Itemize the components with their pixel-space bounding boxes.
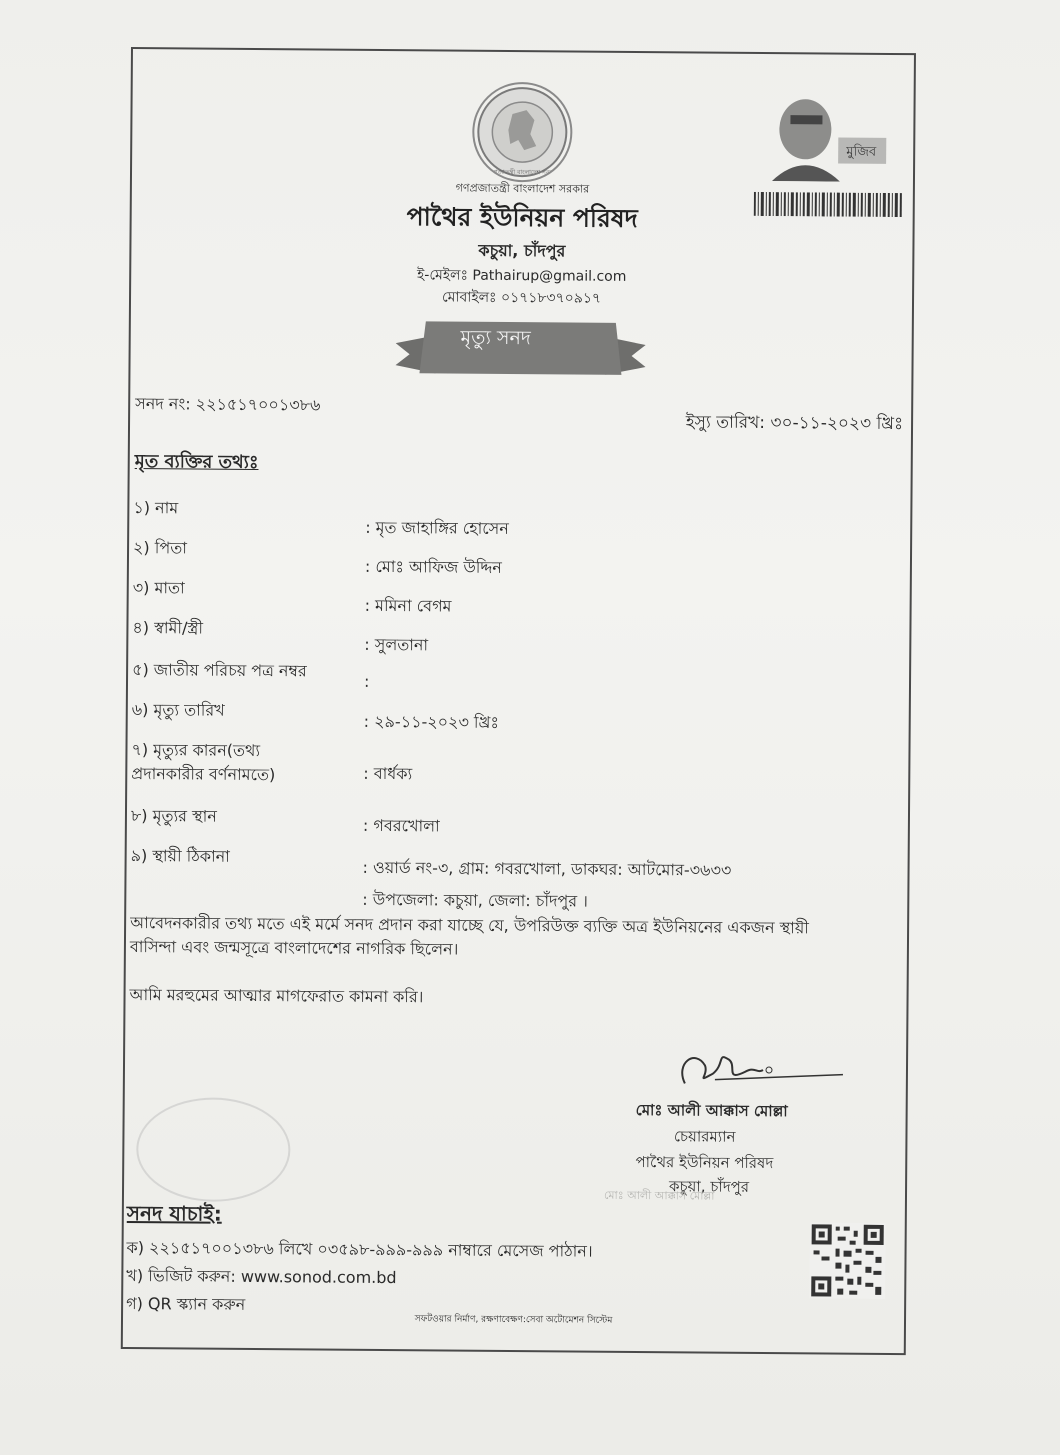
field-label-mother: ৩) মাতা (132, 578, 185, 598)
field-value-death-date: : ২৯-১১-২০২৩ খ্রিঃ (363, 711, 500, 732)
field-value-death-place: : গবরখোলা (362, 815, 440, 836)
government-line: গণপ্রজাতন্ত্রী বাংলাদেশ সরকার (455, 181, 590, 196)
issue-date: ইস্যু তারিখ: ৩০-১১-২০২৩ খ্রিঃ (685, 412, 904, 435)
email-line: ই-মেইলঃ Pathairup@gmail.com (416, 267, 627, 285)
chairman-signature (665, 1043, 845, 1094)
union-parishad-name: পাথৈর ইউনিয়ন পরিষদ (406, 202, 638, 233)
field-label-address: ৯) স্থায়ী ঠিকানা (130, 846, 230, 866)
field-value-name: : মৃত জাহাঙ্গির হোসেন (365, 517, 509, 538)
statement-line-2: বাসিন্দা এবং জন্মসূত্রে বাংলাদেশের নাগরিক ছিলেন। (129, 937, 459, 959)
mujib-badge-text: মুজিব (846, 144, 877, 160)
certificate-serial: সনদ নং: ২২১৫১৭০০১৩৮৬ (135, 394, 321, 415)
field-label-death-date: ৬) মৃত্যু তারিখ (131, 700, 225, 720)
section-title: মৃত ব্যক্তির তথ্যঃ (134, 451, 259, 474)
field-label-name: ১) নাম (133, 498, 179, 518)
field-value-spouse: : সুলতানা (364, 634, 429, 655)
verification-step-sms: ক) ২২১৫১৭০০১৩৮৬ লিখে ০৩৫৯৮-৯৯৯-৯৯৯ নাম্বারে মেসেজ পাঠান। (126, 1238, 593, 1261)
signatory-org: পাথৈর ইউনিয়ন পরিষদ (635, 1152, 774, 1173)
field-value-nid: : (363, 671, 370, 691)
field-label-spouse: ৪) স্বামী/স্ত্রী (132, 618, 204, 638)
signatory-location: কচুয়া, চাঁদপুর (668, 1177, 750, 1196)
barcode (754, 192, 904, 217)
verification-title: সনদ যাচাই: (126, 1201, 222, 1226)
field-value-death-cause: : বার্ধক্য (363, 763, 413, 784)
signatory-name: মোঃ আলী আক্কাস মোল্লা (635, 1100, 788, 1121)
field-value-address: : ওয়ার্ড নং-৩, গ্রাম: গবরখোলা, ডাকঘর: আটমোর-৩৬৩৩ (362, 857, 732, 880)
government-emblem (472, 82, 573, 183)
field-label-death-cause: ৭) মৃত্যুর কারন(তথ্য (131, 740, 261, 761)
field-value-mother: : মমিনা বেগম (364, 595, 452, 616)
certificate-frame (121, 47, 916, 1355)
field-value-address-line2: : উপজেলা: কচুয়া, জেলা: চাঁদপুর । (362, 889, 589, 911)
field-label-nid: ৫) জাতীয় পরিচয় পত্র নম্বর (132, 660, 307, 681)
mujib-portrait-logo (760, 89, 891, 182)
field-label-father: ২) পিতা (132, 538, 187, 558)
prayer-line: আমি মরহুমের আত্মার মাগফেরাত কামনা করি। (129, 985, 424, 1007)
statement-line-1: আবেদনকারীর তথ্য মতে এই মর্মে সনদ প্রদান করা যাচ্ছে যে, উপরিউক্ত ব্যক্তি অত্র ইউনিয়নের একজন স্থায়ী (130, 913, 809, 938)
union-seal (136, 1097, 291, 1202)
faint-seal-text: মোঃ আলী আক্কাস মোল্লা (603, 1188, 715, 1203)
verification-step-website: খ) ভিজিট করুন: www.sonod.com.bd (126, 1266, 397, 1288)
footer-credit: সফটওয়ার নির্মাণ, রক্ষণাবেক্ষণ:সেবা অটোমেশন সিস্টেম (414, 1314, 613, 1326)
emblem-text: গণপ্রজাতন্ত্রী বাংলাদেশ সরকার (485, 168, 559, 177)
field-label-death-cause-line2: প্রদানকারীর বর্ণনামতে) (131, 764, 276, 785)
certificate-title: মৃত্যু সনদ (460, 326, 531, 350)
qr-code (809, 1222, 886, 1299)
field-value-father: : মোঃ আফিজ উদ্দিন (364, 556, 502, 577)
field-label-death-place: ৮) মৃত্যুর স্থান (130, 806, 217, 826)
signatory-title: চেয়ারম্যান (673, 1127, 736, 1146)
mobile-line: মোবাইলঃ ০১৭১৮৩৭০৯১৭ (441, 289, 602, 307)
location-line: কচুয়া, চাঁদপুর (478, 240, 566, 261)
verification-step-qr: গ) QR স্ক্যান করুন (126, 1294, 246, 1314)
